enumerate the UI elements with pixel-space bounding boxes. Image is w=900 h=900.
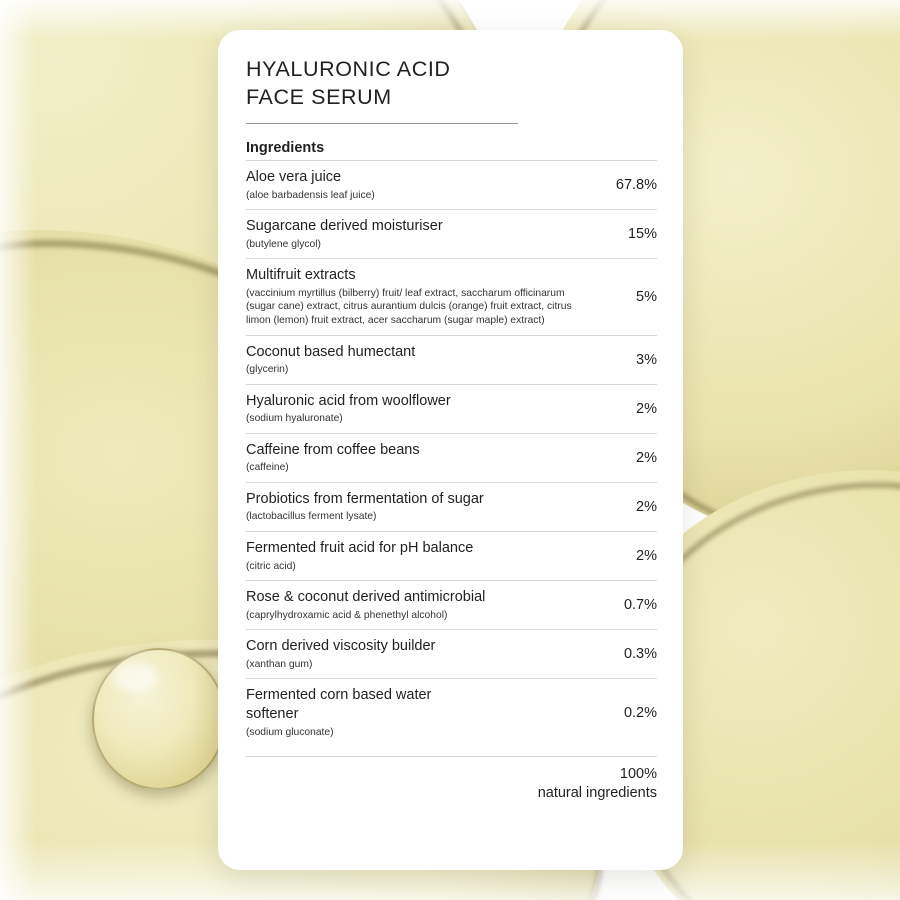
ingredient-percent: 2% [636,499,657,515]
ingredient-inci: (caprylhydroxamic acid & phenethyl alcohol) [246,609,448,621]
ingredient-percent: 67.8% [615,177,657,194]
ingredient-inci: (sodium gluconate) [246,726,334,738]
ingredient-name: Rose & coconut derived antimicrobial [246,589,486,606]
ingredient-percent: 5% [636,288,657,305]
ingredients-heading: Ingredients [246,140,325,157]
ingredient-percent: 2% [636,548,657,565]
ingredient-name: Aloe vera juice [246,169,342,186]
list-item [246,482,657,531]
page-title [246,54,546,111]
background-fade-left [0,0,36,900]
ingredient-inci: (lactobacillus ferment lysate) [246,511,377,523]
product-title-line-1: HYALURONIC ACID [246,57,451,81]
ingredient-percent: 0.7% [623,597,657,614]
list-item [246,678,657,746]
ingredient-inci: (aloe barbadensis leaf juice) [246,189,375,201]
ingredient-percent: 2% [636,449,657,466]
list-item [246,209,657,258]
list-item [246,580,657,629]
ingredient-name: Multifruit extracts [246,267,356,284]
ingredient-inci: (citric acid) [246,560,296,572]
footer-percent: 100% [619,766,657,783]
ingredient-name: Fermented fruit acid for pH balance [246,540,474,557]
list-item [246,335,657,384]
footer-caption: natural ingredients [537,784,657,801]
ingredient-name: Caffeine from coffee beans [246,441,420,458]
ingredient-name: Corn derived viscosity builder [246,638,436,655]
list-item [246,160,657,209]
ingredient-name: Probiotics from fermentation of sugar [246,490,484,507]
list-item [246,433,657,482]
ingredient-percent: 2% [636,400,657,417]
list-item [246,531,657,580]
ingredient-name: Sugarcane derived moisturiser [246,218,443,235]
ingredient-percent: 0.3% [623,646,657,663]
list-item [246,629,657,678]
ingredient-name: Coconut based humectant [246,343,416,360]
ingredient-percent: 3% [636,351,657,368]
serum-droplet-highlight [112,662,158,692]
serum-droplet [92,648,226,790]
title-divider [246,123,518,124]
ingredient-name: Fermented corn based water softener [246,687,432,722]
natural-ingredients-footer [246,756,657,803]
ingredient-inci: (sodium hyaluronate) [246,413,343,425]
list-item [246,258,657,334]
ingredient-inci: (caffeine) [246,462,289,474]
ingredient-inci: (vaccinium myrtillus (bilberry) fruit/ leaf extract, saccharum officinarum (sugar cane) extract, citrus aurantium dulcis (orange) fruit extract, citrus limon (lemon) fruit extract, acer saccharum (sugar maple) extract) [246,287,572,326]
ingredient-name: Hyaluronic acid from woolflower [246,392,451,409]
ingredient-inci: (xanthan gum) [246,658,313,670]
ingredient-inci: (butylene glycol) [246,238,321,250]
product-title-line-2: FACE SERUM [246,84,392,109]
ingredients-card [218,30,683,870]
ingredient-percent: 0.2% [623,704,657,721]
ingredient-inci: (glycerin) [246,364,289,376]
ingredient-percent: 15% [627,226,657,243]
list-item [246,384,657,433]
ingredients-list [246,160,657,746]
